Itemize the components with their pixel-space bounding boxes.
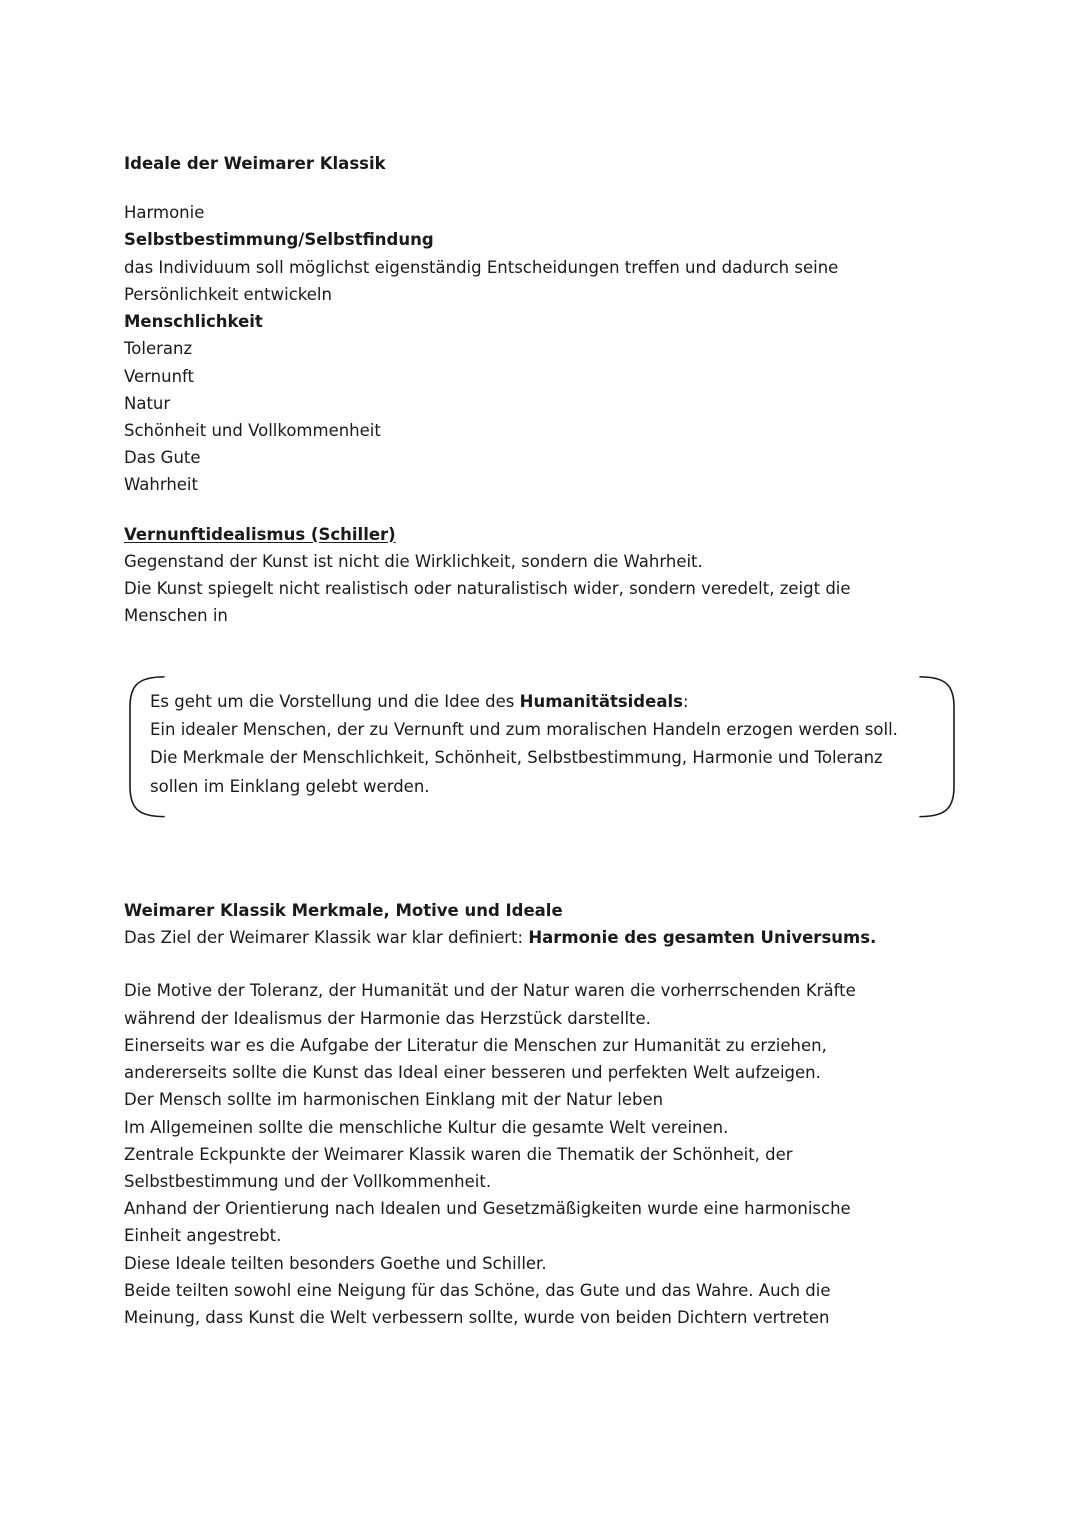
- paragraph-line: Menschen in: [124, 606, 228, 626]
- paragraph-aufgabe: [124, 1032, 960, 1195]
- list-item: Persönlichkeit entwickeln: [124, 284, 332, 304]
- paragraph-orientierung: [124, 1195, 960, 1277]
- spacer: [124, 875, 960, 897]
- spacer: [124, 829, 960, 875]
- goal-prefix: Das Ziel der Weimarer Klassik war klar definiert:: [124, 928, 529, 948]
- callout-box: [124, 674, 960, 820]
- paragraph-motive: [124, 977, 960, 1031]
- list-item: Das Gute: [124, 448, 201, 468]
- paragraph-line: Einheit angestrebt.: [124, 1226, 282, 1246]
- section-vernunftidealismus: [124, 521, 960, 630]
- spacer: [124, 499, 960, 521]
- paragraph-line: Beide teilten sowohl eine Neigung für das Schöne, das Gute und das Wahre. Auch die: [124, 1280, 831, 1300]
- document-body: [124, 150, 960, 1331]
- callout-line-1: [150, 688, 934, 716]
- ideals-list: [124, 199, 960, 498]
- callout-line1-suffix: :: [682, 691, 689, 711]
- section-merkmale: [124, 897, 960, 1331]
- callout-line-3: Die Merkmale der Menschlichkeit, Schönheit, Selbstbestimmung, Harmonie und Toleranz: [150, 748, 883, 768]
- section-heading: Vernunftidealismus (Schiller): [124, 524, 396, 544]
- paragraph-line: Meinung, dass Kunst die Welt verbessern sollte, wurde von beiden Dichtern vertreten: [124, 1308, 830, 1328]
- section-heading: Weimarer Klassik Merkmale, Motive und Ideale: [124, 901, 563, 920]
- list-item: das Individuum soll möglichst eigenständig Entscheidungen treffen und dadurch seine: [124, 257, 839, 277]
- paragraph-beide: [124, 1277, 960, 1331]
- paragraph-line: Die Kunst spiegelt nicht realistisch oder naturalistisch wider, sondern veredelt, zeigt die: [124, 579, 851, 599]
- list-item: Toleranz: [124, 339, 193, 359]
- paragraph-line: Im Allgemeinen sollte die menschliche Kultur die gesamte Welt vereinen.: [124, 1117, 729, 1137]
- paragraph-line: Zentrale Eckpunkte der Weimarer Klassik waren die Thematik der Schönheit, der: [124, 1144, 793, 1164]
- paragraph-line: Selbstbestimmung und der Vollkommenheit.: [124, 1171, 492, 1191]
- goal-line: [124, 924, 960, 951]
- paragraph-line: andererseits sollte die Kunst das Ideal einer besseren und perfekten Welt aufzeigen.: [124, 1063, 821, 1083]
- list-item: Selbstbestimmung/Selbstfindung: [124, 230, 434, 250]
- list-item: Schönheit und Vollkommenheit: [124, 420, 381, 440]
- list-item: Wahrheit: [124, 475, 198, 495]
- paragraph-line: Die Motive der Toleranz, der Humanität und der Natur waren die vorherrschenden Kräfte: [124, 981, 856, 1001]
- callout-text: [150, 688, 934, 802]
- list-item: Vernunft: [124, 366, 195, 386]
- paragraph-line: Einerseits war es die Aufgabe der Literatur die Menschen zur Humanität zu erziehen,: [124, 1035, 827, 1055]
- list-item: Natur: [124, 393, 171, 413]
- page-title: Ideale der Weimarer Klassik: [124, 154, 386, 173]
- callout-line-4: sollen im Einklang gelebt werden.: [150, 776, 430, 796]
- callout-line1-prefix: Es geht um die Vorstellung und die Idee des: [150, 691, 520, 711]
- list-item: Menschlichkeit: [124, 312, 263, 332]
- paragraph-line: Der Mensch sollte im harmonischen Einklang mit der Natur leben: [124, 1090, 664, 1110]
- paragraph-line: Anhand der Orientierung nach Idealen und Gesetzmäßigkeiten wurde eine harmonische: [124, 1199, 851, 1219]
- list-item: Harmonie: [124, 203, 205, 223]
- paragraph-line: Gegenstand der Kunst ist nicht die Wirklichkeit, sondern die Wahrheit.: [124, 551, 703, 571]
- callout-line1-bold: Humanitätsideals: [519, 691, 683, 711]
- paragraph-line: während der Idealismus der Harmonie das Herzstück darstellte.: [124, 1008, 651, 1028]
- goal-bold: Harmonie des gesamten Universums.: [528, 928, 877, 948]
- spacer: [124, 177, 960, 199]
- paragraph-line: Diese Ideale teilten besonders Goethe und Schiller.: [124, 1253, 547, 1273]
- callout-line-2: Ein idealer Menschen, der zu Vernunft und zum moralischen Handeln erzogen werden soll.: [150, 719, 898, 739]
